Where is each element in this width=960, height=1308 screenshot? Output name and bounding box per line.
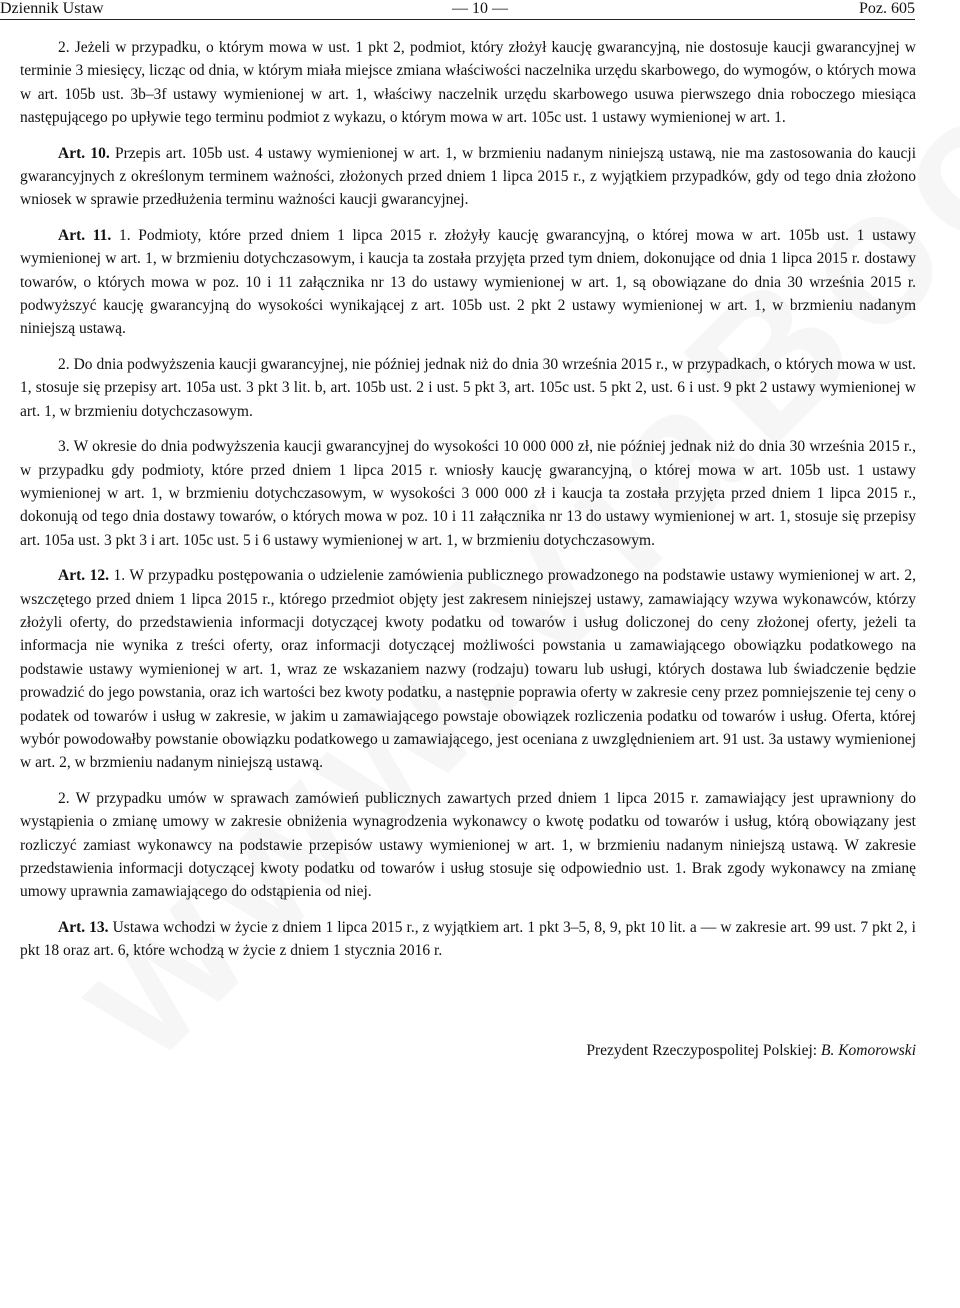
position-number: Poz. 605: [859, 0, 915, 17]
document-body: [20, 36, 916, 975]
article-number: Art. 12.: [58, 567, 109, 585]
paragraph-art11-ust2: [20, 353, 916, 423]
paragraph-text: Ustawa wchodzi w życie z dniem 1 lipca 2015 r., z wyjątkiem art. 1 pkt 3–5, 8, 9, pkt 10 lit. a — w zakresie art. 99 ust. 7 pkt 2, i pkt 18 oraz art. 6, które wchodzą w życie z dniem 1 stycznia 2016 r.: [20, 918, 916, 960]
page-number: — 10 —: [452, 0, 508, 17]
signature-title: Prezydent Rzeczypospolitej Polskiej:: [586, 1042, 821, 1059]
signature-name: B. Komorowski: [820, 1042, 916, 1059]
paragraph-text: 3. W okresie do dnia podwyższenia kaucji gwarancyjnej do wysokości 10 000 000 zł, nie później jednak niż do dnia 30 września 2015 r., w przypadku gdy podmioty, które przed dniem 1 lipca 2015 r. wniosły kaucję gwarancyjną, o której mowa w art. 105b ust. 1 ustawy wymienionej w art. 1, w brzmieniu dotychczasowym, w wysokości 3 000 000 zł i kaucja ta została przyjęta przed dniem 1 lipca 2015 r., dokonują od tego dnia dostawy towarów, o których mowa w poz. 10 i 11 załącznika nr 13 do ustawy wymienionej w art. 1, stosuje się przepisy art. 105a ust. 3 pkt 3 i art. 105c ust. 5 i 6 ustawy wymienionej w art. 1, w brzmieniu dotychczasowym.: [20, 438, 916, 549]
paragraph-art12-ust2: [20, 787, 916, 904]
paragraph-text: 1. W przypadku postępowania o udzielenie zamówienia publicznego prowadzonego na podstawie ustawy wymienionej w art. 2, wszczętego przed dniem 1 lipca 2015 r., którego przedmiot objęty jest zakresem niniejszej ustawy, zamawiający wzywa wykonawców, którzy złożyli oferty, do przedstawienia informacji dotyczącej kwoty podatku od towarów i usług doliczonej do ceny złożonej oferty, jeżeli ta informacja nie wynika z treści oferty, oraz informacji dotyczącej możliwości powstania u zamawiającego obowiązku podatkowego na podstawie ustawy wymienionej w art. 1, wraz ze wskazaniem nazwy (rodzaju) towaru lub usługi, których dostawa lub świadczenie będzie prowadzić do jego powstania, oraz ich wartości bez kwoty podatku, a następnie poprawia oferty w zakresie ceny przez pomniejszenie tej ceny o podatek od towarów i usług w zakresie, w jakim u zamawiającego powstaje obowiązek rozliczenia podatku od towarów i usług. Oferta, której wybór powodowałby powstanie obowiązku podatkowego u zamawiającego, jest oceniana z uwzględnieniem art. 91 ust. 3a ustawy wymienionej w art. 2, w brzmieniu nadanym niniejszą ustawą.: [20, 567, 916, 772]
article-number: Art. 11.: [58, 226, 112, 244]
signature-block: [586, 1040, 916, 1062]
paragraph-text: 2. Jeżeli w przypadku, o którym mowa w ust. 1 pkt 2, podmiot, który złożył kaucję gwarancyjną, nie dostosuje kaucji gwarancyjnej w terminie 3 miesięcy, licząc od dnia, w którym miała miejsce zmiana właściwości naczelnika urzędu skarbowego, do wymogów, o których mowa w art. 105b ust. 3b–3f ustawy wymienionej w art. 1, właściwy naczelnik urzędu skarbowego usuwa pierwszego dnia roboczego miesiąca następującego po upływie tego terminu podmiot z wykazu, o którym mowa w art. 105c ust. 1 ustawy wymienionej w art. 1.: [20, 39, 916, 127]
page-header: [0, 0, 960, 20]
paragraph-art12-ust1: [20, 564, 916, 775]
article-number: Art. 10.: [58, 144, 110, 162]
paragraph-art10: [20, 142, 916, 212]
header-divider: [0, 19, 915, 20]
paragraph-art9-ust2: [20, 36, 916, 130]
paragraph-art13: [20, 916, 916, 963]
paragraph-text: 2. W przypadku umów w sprawach zamówień publicznych zawartych przed dniem 1 lipca 2015 r. zamawiający jest uprawniony do wystąpienia o zmianę umowy w zakresie obniżenia wynagrodzenia wykonawcy o kwotę podatku od towarów i usług, którą obowiązany jest rozliczyć zamiast wykonawcy na podstawie przepisów ustawy wymienionej w art. 1, w brzmieniu nadanym niniejszą ustawą. W zakresie przedstawienia informacji dotyczącej kwoty podatku od towarów i usług stosuje się odpowiednio ust. 1. Brak zgody wykonawcy na zmianę umowy uprawnia zamawiającego do odstąpienia od niej.: [20, 789, 916, 901]
paragraph-text: 1. Podmioty, które przed dniem 1 lipca 2015 r. złożyły kaucję gwarancyjną, o której mowa w art. 105b ust. 1 ustawy wymienionej w art. 1, w brzmieniu dotychczasowym, i kaucja ta została przyjęta przed tym dniem, dokonujące od dnia 1 lipca 2015 r. dostawy towarów, o których mowa w poz. 10 i 11 załącznika nr 13 do ustawy wymienionej w art. 1, są obowiązane do dnia 30 września 2015 r. podwyższyć kaucję gwarancyjną do wysokości wynikającej z art. 105b ust. 2 pkt 2 ustawy wymienionej w art. 1, w brzmieniu nadanym niniejszą ustawą.: [20, 226, 917, 338]
paragraph-text: Przepis art. 105b ust. 4 ustawy wymienionej w art. 1, w brzmieniu nadanym niniejszą ustawą, nie ma zastosowania do kaucji gwarancyjnych z określonym terminem ważności, złożonych przed dniem 1 lipca 2015 r., z wyjątkiem przypadków, gdy od tego dnia złożono wniosek w sprawie przedłużenia terminu ważności kaucji gwarancyjnej.: [20, 144, 917, 209]
paragraph-text: 2. Do dnia podwyższenia kaucji gwarancyjnej, nie później jednak niż do dnia 30 września 2015 r., w przypadkach, o których mowa w ust. 1, stosuje się przepisy art. 105a ust. 3 pkt 3 lit. b, art. 105b ust. 2 i ust. 5 pkt 3, art. 105c ust. 5 pkt 2, ust. 6 i ust. 9 pkt 2 ustawy wymienionej w art. 1, w brzmieniu dotychczasowym.: [20, 355, 916, 420]
paragraph-art11-ust3: [20, 435, 916, 552]
paragraph-art11-ust1: [20, 224, 916, 341]
article-number: Art. 13.: [58, 918, 109, 936]
journal-title: Dziennik Ustaw: [0, 0, 104, 17]
